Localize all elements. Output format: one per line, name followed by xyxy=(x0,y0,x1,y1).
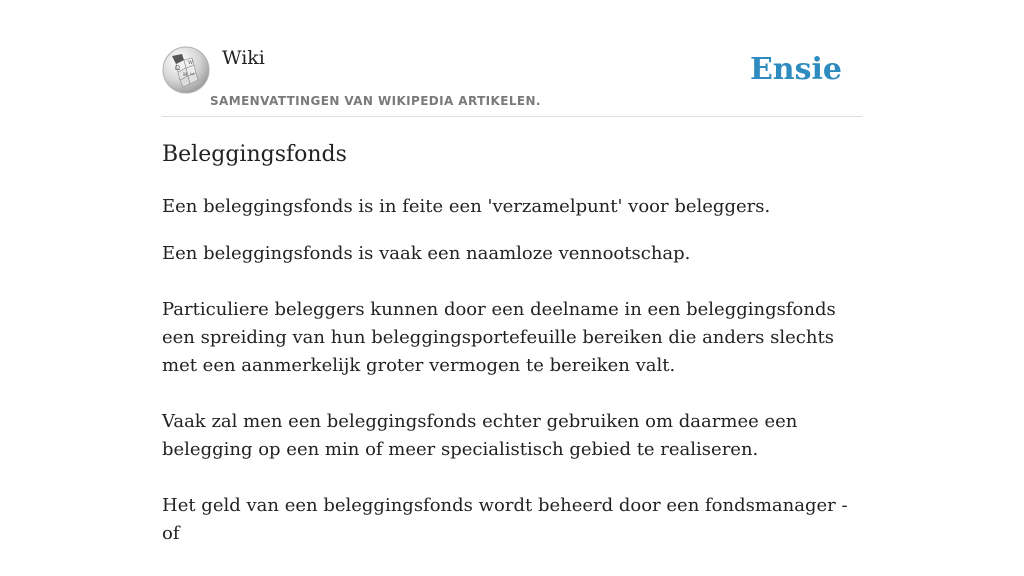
ensie-brand-link[interactable]: Ensie xyxy=(749,52,842,87)
article-paragraph: Een beleggingsfonds is vaak een naamloze vennootschap. xyxy=(162,243,691,264)
article-paragraph: Een beleggingsfonds is in feite een 'verzamelpunt' voor beleggers. xyxy=(162,196,771,217)
site-header xyxy=(162,0,862,117)
article-paragraph: Het geld van een beleggingsfonds wordt beheerd door een fondsmanager - of xyxy=(162,495,848,544)
svg-text:И: И xyxy=(183,72,188,78)
svg-text:Ω: Ω xyxy=(175,65,180,72)
page-title: Beleggingsfonds xyxy=(162,142,347,167)
svg-text:W: W xyxy=(188,60,194,66)
site-tagline: SAMENVATTINGEN VAN WIKIPEDIA ARTIKELEN. xyxy=(210,94,541,108)
article-paragraph: Particuliere beleggers kunnen door een deelname in een beleggingsfonds een spreiding van hun beleggingsportefeuille bereiken die anders slechts met een aanmerkelijk groter vermogen te bereiken valt. xyxy=(162,299,836,376)
article-paragraph: Vaak zal men een beleggingsfonds echter gebruiken om daarmee een belegging op een min of meer specialistisch gebied te realiseren. xyxy=(162,411,798,460)
svg-text:ω: ω xyxy=(190,71,195,77)
page xyxy=(162,0,862,544)
site-name[interactable]: Wiki xyxy=(222,47,265,69)
article-content xyxy=(162,193,862,576)
wikipedia-globe-icon[interactable] xyxy=(162,46,210,94)
